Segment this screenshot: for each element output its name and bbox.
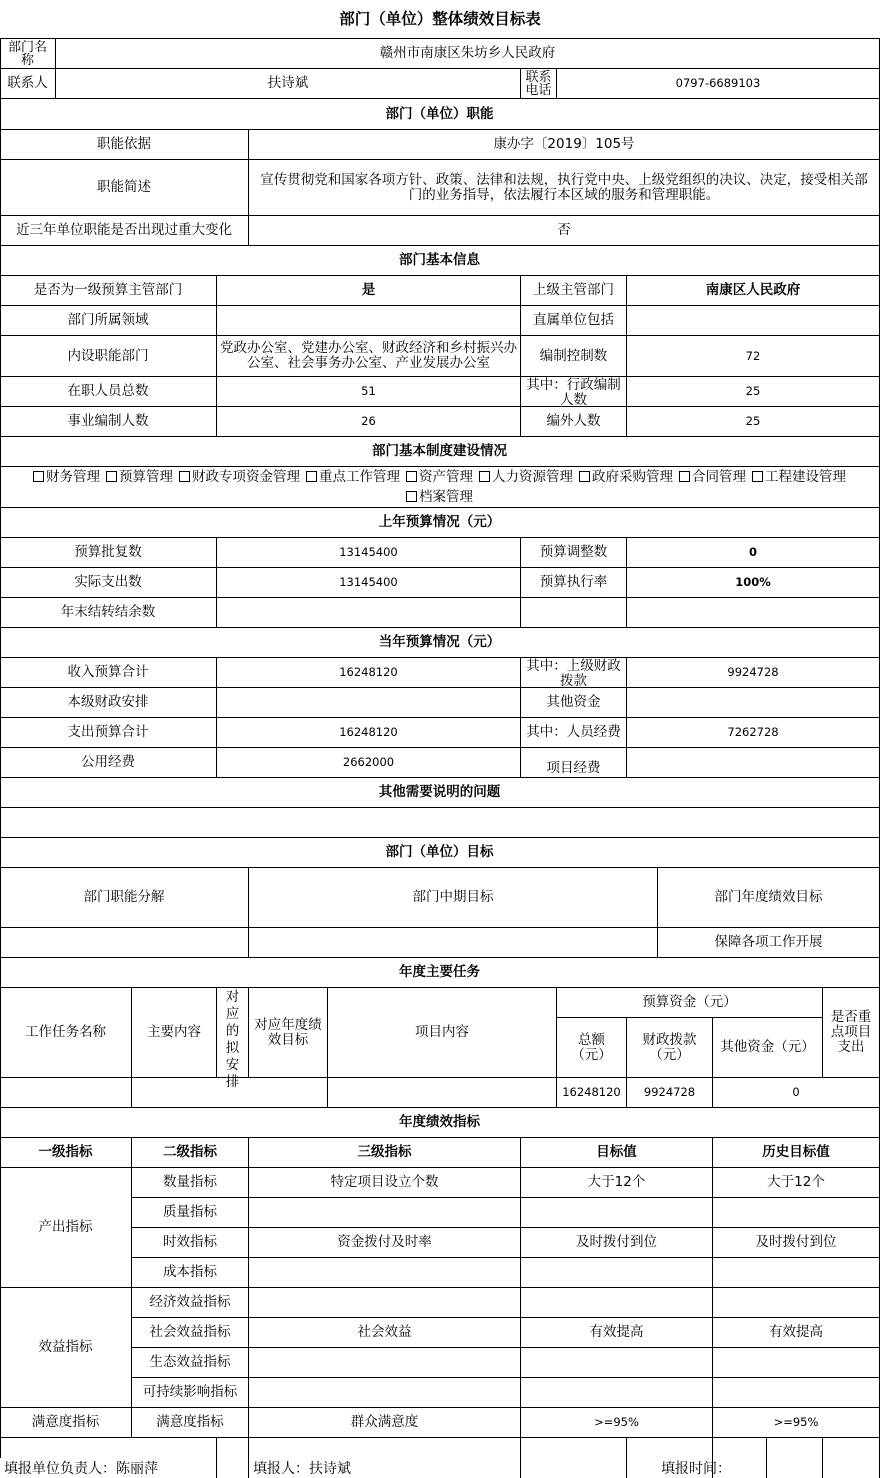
field-label: 部门所属领域 — [0, 306, 217, 336]
systems-section-title: 部门基本制度建设情况 — [0, 437, 880, 467]
other-label: 其他资金 — [521, 688, 627, 718]
direct-units-label: 直属单位包括 — [521, 306, 627, 336]
actual-value: 13145400 — [217, 568, 521, 598]
project-value — [627, 748, 880, 778]
upper-value: 9924728 — [627, 658, 880, 688]
issues-section-title: 其他需要说明的问题 — [0, 778, 880, 808]
footer-cell — [767, 1438, 823, 1478]
public-value: 2662000 — [217, 748, 521, 778]
career-label: 事业编制人数 — [0, 407, 217, 437]
carry-value — [217, 598, 521, 628]
task-row-project — [328, 1078, 557, 1108]
local-value — [217, 688, 521, 718]
other-value — [627, 688, 880, 718]
system-checkbox[interactable] — [306, 470, 400, 485]
personnel-value: 7262728 — [627, 718, 880, 748]
summary-value: 宣传贯彻党和国家各项方针、政策、法律和法规，执行党中央、上级党组织的决议、决定，接受相关部门的业务指导，依法履行本区域的服务和管理职能。 — [249, 160, 880, 216]
indicator-header-target: 目标值 — [521, 1138, 713, 1168]
indicator-history — [713, 1258, 880, 1288]
is-first-label: 是否为一级预算主管部门 — [0, 276, 217, 306]
indicator-history — [713, 1198, 880, 1228]
change-label: 近三年单位职能是否出现过重大变化 — [0, 216, 249, 246]
target-col-function: 部门职能分解 — [0, 868, 249, 928]
upper-label: 其中：上级财政拨款 — [521, 658, 627, 688]
indicator-target — [521, 1348, 713, 1378]
system-checkbox[interactable] — [479, 470, 573, 485]
target-row-function — [0, 928, 249, 958]
rate-value: 100% — [627, 568, 880, 598]
system-checkbox[interactable] — [33, 470, 100, 485]
indicator-target — [521, 1198, 713, 1228]
extra-value: 25 — [627, 407, 880, 437]
phone-value: 0797-6689103 — [557, 69, 880, 99]
staff-value: 51 — [217, 377, 521, 407]
task-row-name — [0, 1078, 132, 1108]
field-value — [217, 306, 521, 336]
task-key-header: 是否重点项目支出 — [823, 988, 880, 1078]
task-other-value: 0 — [713, 1078, 880, 1108]
checkbox-icon — [752, 471, 763, 482]
internal-value: 党政办公室、党建办公室、财政经济和乡村振兴办公室、社会事务办公室、产业发展办公室 — [217, 336, 521, 377]
checkbox-icon — [406, 471, 417, 482]
task-plan-header: 对应的拟安排 — [217, 988, 249, 1078]
checkbox-icon — [306, 471, 317, 482]
effect-indicator-label: 效益指标 — [0, 1288, 132, 1408]
satisfaction-third: 群众满意度 — [249, 1408, 521, 1438]
indicator-history — [713, 1288, 880, 1318]
system-checkbox[interactable] — [406, 470, 473, 485]
satisfaction-target: >=95% — [521, 1408, 713, 1438]
indicator-header-history: 历史目标值 — [713, 1138, 880, 1168]
summary-label: 职能简述 — [0, 160, 249, 216]
superior-value: 南康区人民政府 — [627, 276, 880, 306]
satisfaction-history: >=95% — [713, 1408, 880, 1438]
indicator-history — [713, 1378, 880, 1408]
project-label: 项目经费 — [521, 748, 627, 778]
superior-label: 上级主管部门 — [521, 276, 627, 306]
approved-label: 预算批复数 — [0, 538, 217, 568]
this-year-section-title: 当年预算情况（元） — [0, 628, 880, 658]
is-first-value: 是 — [217, 276, 521, 306]
task-row-content — [132, 1078, 328, 1108]
task-project-header: 项目内容 — [328, 988, 557, 1078]
indicator-target — [521, 1378, 713, 1408]
task-budget-header: 预算资金（元） — [557, 988, 823, 1018]
targets-section-title: 部门（单位）目标 — [0, 838, 880, 868]
contact-label: 联系人 — [0, 69, 56, 99]
staff-label: 在职人员总数 — [0, 377, 217, 407]
income-label: 收入预算合计 — [0, 658, 217, 688]
indicator-third — [249, 1258, 521, 1288]
dept-label: 部门名称 — [0, 39, 56, 69]
system-checkbox[interactable] — [752, 470, 846, 485]
footer-cell — [521, 1438, 627, 1478]
indicator-third — [249, 1198, 521, 1228]
indicator-third: 社会效益 — [249, 1318, 521, 1348]
indicators-section-title: 年度绩效指标 — [0, 1108, 880, 1138]
target-col-annual: 部门年度绩效目标 — [658, 868, 880, 928]
checkbox-icon — [479, 471, 490, 482]
indicator-third — [249, 1378, 521, 1408]
system-label: 财务管理 — [46, 468, 100, 485]
tasks-section-title: 年度主要任务 — [0, 958, 880, 988]
functions-section-title: 部门（单位）职能 — [0, 99, 880, 130]
system-label: 资产管理 — [419, 468, 473, 485]
checkbox-icon — [406, 491, 417, 502]
phone-label: 联系电话 — [521, 69, 557, 99]
indicator-second: 质量指标 — [132, 1198, 249, 1228]
approved-value: 13145400 — [217, 538, 521, 568]
carry-empty — [627, 598, 880, 628]
adjust-label: 预算调整数 — [521, 538, 627, 568]
expense-label: 支出预算合计 — [0, 718, 217, 748]
expense-value: 16248120 — [217, 718, 521, 748]
quota-label: 编制控制数 — [521, 336, 627, 377]
indicator-target — [521, 1288, 713, 1318]
system-label: 合同管理 — [692, 468, 746, 485]
indicator-target — [521, 1258, 713, 1288]
issues-value — [0, 808, 880, 838]
system-checkbox[interactable] — [679, 470, 746, 485]
system-checkbox[interactable] — [406, 490, 473, 505]
indicator-second: 经济效益指标 — [132, 1288, 249, 1318]
quota-value: 72 — [627, 336, 880, 377]
task-fiscal-value: 9924728 — [627, 1078, 713, 1108]
footer-responsible: 填报单位负责人：陈丽萍 — [0, 1438, 217, 1478]
system-label: 工程建设管理 — [765, 468, 846, 485]
income-value: 16248120 — [217, 658, 521, 688]
admin-label: 其中：行政编制人数 — [521, 377, 627, 407]
basis-value: 康办字〔2019〕105号 — [249, 130, 880, 160]
dept-value: 赣州市南康区朱坊乡人民政府 — [56, 39, 880, 69]
personnel-label: 其中：人员经费 — [521, 718, 627, 748]
system-label: 人力资源管理 — [492, 468, 573, 485]
task-fiscal-header: 财政拨款（元） — [627, 1018, 713, 1078]
indicator-second: 社会效益指标 — [132, 1318, 249, 1348]
footer-cell — [217, 1438, 249, 1478]
footer-cell — [713, 1438, 767, 1478]
last-year-section-title: 上年预算情况（元） — [0, 508, 880, 538]
actual-label: 实际支出数 — [0, 568, 217, 598]
basis-label: 职能依据 — [0, 130, 249, 160]
indicator-target: 及时拨付到位 — [521, 1228, 713, 1258]
indicator-third — [249, 1288, 521, 1318]
footer-filler: 填报人：扶诗斌 — [249, 1438, 521, 1478]
system-checkbox[interactable] — [579, 470, 673, 485]
system-checkbox[interactable] — [179, 470, 300, 485]
target-row-annual: 保障各项工作开展 — [658, 928, 880, 958]
contact-value: 扶诗斌 — [56, 69, 521, 99]
carry-empty — [521, 598, 627, 628]
indicator-history: 大于12个 — [713, 1168, 880, 1198]
target-row-midterm — [249, 928, 658, 958]
task-name-header: 工作任务名称 — [0, 988, 132, 1078]
task-other-header: 其他资金（元） — [713, 1018, 823, 1078]
indicator-second: 成本指标 — [132, 1258, 249, 1288]
change-value: 否 — [249, 216, 880, 246]
indicator-target: 有效提高 — [521, 1318, 713, 1348]
indicator-second: 可持续影响指标 — [132, 1378, 249, 1408]
task-content-header: 主要内容 — [132, 988, 217, 1078]
basic-section-title: 部门基本信息 — [0, 246, 880, 276]
footer-cell — [823, 1438, 880, 1478]
satisfaction-first: 满意度指标 — [0, 1408, 132, 1438]
indicator-history: 及时拨付到位 — [713, 1228, 880, 1258]
output-indicator-label: 产出指标 — [0, 1168, 132, 1288]
system-label: 重点工作管理 — [319, 468, 400, 485]
indicator-history: 有效提高 — [713, 1318, 880, 1348]
task-total-value: 16248120 — [557, 1078, 627, 1108]
system-label: 政府采购管理 — [592, 468, 673, 485]
public-label: 公用经费 — [0, 748, 217, 778]
system-checkbox[interactable] — [106, 470, 173, 485]
page-title: 部门（单位）整体绩效目标表 — [339, 10, 541, 28]
rate-label: 预算执行率 — [521, 568, 627, 598]
task-total-header: 总额（元） — [557, 1018, 627, 1078]
direct-units-value — [627, 306, 880, 336]
checkbox-icon — [579, 471, 590, 482]
internal-label: 内设职能部门 — [0, 336, 217, 377]
indicator-header-second: 二级指标 — [132, 1138, 249, 1168]
system-label: 档案管理 — [419, 488, 473, 505]
indicator-third: 特定项目设立个数 — [249, 1168, 521, 1198]
systems-checklist — [0, 467, 880, 508]
indicator-second: 数量指标 — [132, 1168, 249, 1198]
system-label: 预算管理 — [119, 468, 173, 485]
indicator-target: 大于12个 — [521, 1168, 713, 1198]
system-label: 财政专项资金管理 — [192, 468, 300, 485]
target-col-midterm: 部门中期目标 — [249, 868, 658, 928]
checkbox-icon — [679, 471, 690, 482]
carry-label: 年末结转结余数 — [0, 598, 217, 628]
checkbox-icon — [33, 471, 44, 482]
indicator-second: 生态效益指标 — [132, 1348, 249, 1378]
indicator-third: 资金拨付及时率 — [249, 1228, 521, 1258]
footer-time: 填报时间： — [627, 1438, 713, 1478]
task-target-header: 对应年度绩效目标 — [249, 988, 328, 1078]
indicator-header-third: 三级指标 — [249, 1138, 521, 1168]
career-value: 26 — [217, 407, 521, 437]
adjust-value: 0 — [627, 538, 880, 568]
extra-label: 编外人数 — [521, 407, 627, 437]
indicator-header-first: 一级指标 — [0, 1138, 132, 1168]
indicator-history — [713, 1348, 880, 1378]
indicator-second: 时效指标 — [132, 1228, 249, 1258]
checkbox-icon — [106, 471, 117, 482]
checkbox-icon — [179, 471, 190, 482]
satisfaction-second: 满意度指标 — [132, 1408, 249, 1438]
indicator-third — [249, 1348, 521, 1378]
local-label: 本级财政安排 — [0, 688, 217, 718]
admin-value: 25 — [627, 377, 880, 407]
